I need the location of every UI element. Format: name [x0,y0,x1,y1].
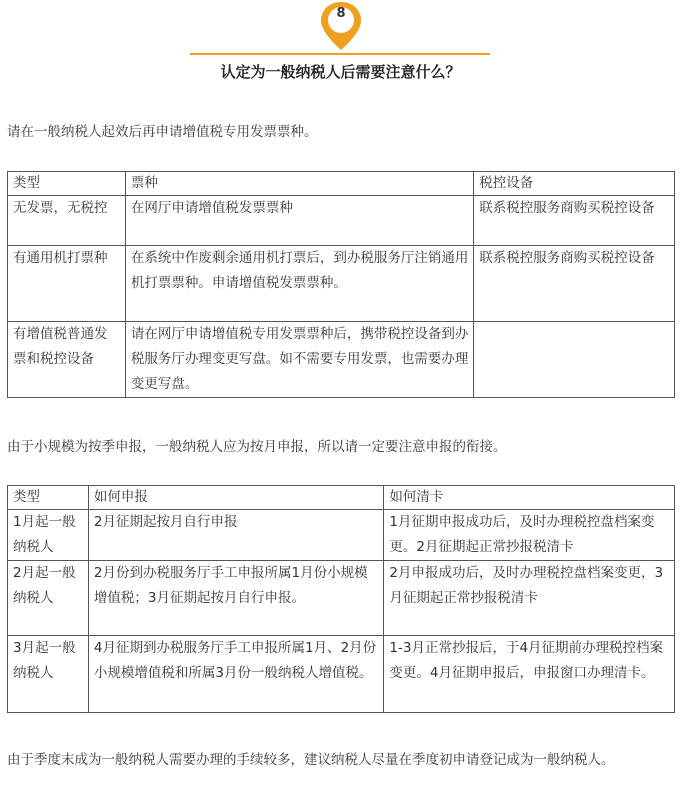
table-row [8,322,675,398]
table-header-cell: 类型 [8,486,89,510]
table-header-row [8,172,675,196]
table-row [8,196,675,246]
table-row [8,636,675,713]
table-header-cell: 税控设备 [474,172,675,196]
heading-divider [190,53,490,55]
filing-table [7,485,675,713]
table-cell: 2月份到办税服务厅手工申报所属1月份小规模增值税；3月征期起按月自行申报。 [88,561,384,636]
table-cell: 1月起一般纳税人 [8,510,89,561]
table-cell: 4月征期到办税服务厅手工申报所属1月、2月份小规模增值税和所属3月份一般纳税人增值税。 [88,636,384,713]
table-row [8,510,675,561]
table-cell: 在系统中作废剩余通用机打票后，到办税服务厅注销通用机打票票种。申请增值税发票票种。 [125,246,473,322]
table-cell: 无发票，无税控 [8,196,126,246]
table-cell: 1月征期申报成功后，及时办理税控盘档案变更。2月征期起正常抄报税清卡 [384,510,675,561]
paragraph-filing: 由于小规模为按季申报，一般纳税人应为按月申报，所以请一定要注意申报的衔接。 [7,439,507,455]
paragraph-advice: 由于季度末成为一般纳税人需要办理的手续较多，建议纳税人尽量在季度初申请登记成为一般纳税人。 [7,752,615,768]
table-header-row [8,486,675,510]
table-header-cell: 类型 [8,172,126,196]
table-cell: 有增值税普通发票和税控设备 [8,322,126,398]
table-cell: 联系税控服务商购买税控设备 [474,196,675,246]
table-cell: 2月起一般纳税人 [8,561,89,636]
table-cell: 2月申报成功后，及时办理税控盘档案变更，3月征期起正常抄报税清卡 [384,561,675,636]
table-cell: 有通用机打票种 [8,246,126,322]
table-header-cell: 如何申报 [88,486,384,510]
paragraph-intro: 请在一般纳税人起效后再申请增值税专用发票票种。 [7,124,318,140]
table-row [8,246,675,322]
table-cell: 在网厅申请增值税发票票种 [125,196,473,246]
table-header-cell: 票种 [125,172,473,196]
table-cell [474,322,675,398]
invoice-type-table [7,171,675,398]
badge-number: 8 [336,6,346,21]
table-row [8,561,675,636]
table-header-cell: 如何清卡 [384,486,675,510]
section-badge [0,0,681,81]
table-cell: 3月起一般纳税人 [8,636,89,713]
table-cell: 1-3月正常抄报后，于4月征期前办理税控档案变更。4月征期申报后，申报窗口办理清卡。 [384,636,675,713]
table-cell: 2月征期起按月自行申报 [88,510,384,561]
page-title: 认定为一般纳税人后需要注意什么？ [220,63,461,81]
table-cell: 联系税控服务商购买税控设备 [474,246,675,322]
table-cell: 请在网厅申请增值税专用发票票种后，携带税控设备到办税服务厅办理变更写盘。如不需要专用发票，也需要办理变更写盘。 [125,322,473,398]
